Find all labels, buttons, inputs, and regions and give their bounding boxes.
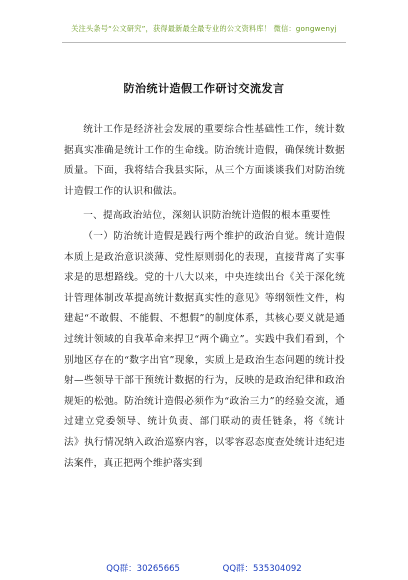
header-banner: 关注头条号“公文研究”，获得最新最全最专业的公文资料库！ 微信：gongwenyj [71, 24, 337, 33]
section-paragraph: （一）防治统计造假是践行两个维护的政治自觉。统计造假本质上是政治意识淡薄、党性原则弱化的表现，直接背离了实事求是的思想路线。党的十八大以来，中央连续出台《关于深化统计管理体制改革提高统计数据真实性的意见》等纲领性文件，构建起“不敢假、不能假、不想假”的制度体系，其核心要义就是通过统计领域的自我革命来捍卫“两个确立”。实践中我们看到，个别地区存在的“数字出官”现象，实质上是政治生态问题的统计投射—些领导干部干预统计数据的行为，反映的是政治纪律和政治规矩的松弛。防治统计造假必须作为“政治三力”的经验交流，通过建立党委领导、统计负责、部门联动的责任链条，将《统计法》执行情况纳入政治巡察内容，以零容忍态度查处统计违纪违法案件，真正把两个维护落实到 [64, 230, 345, 469]
document-body [64, 120, 345, 474]
footer [0, 562, 408, 574]
header-divider [62, 42, 346, 43]
intro-paragraph: 统计工作是经济社会发展的重要综合性基础性工作，统计数据真实准确是统计工作的生命线。防治统计造假，确保统计数据质量。下面，我将结合我县实际，从三个方面谈谈我们对防治统计造假工作的认识和做法。 [64, 124, 345, 197]
section-heading: 一、提高政治站位，深刻认识防治统计造假的根本重要性 [83, 210, 331, 222]
footer-qq-group-1: QQ群：30265665 [106, 564, 180, 574]
footer-qq-group-2: QQ群：535304092 [222, 564, 302, 574]
document-title: 防治统计造假工作研讨交流发言 [123, 82, 285, 95]
